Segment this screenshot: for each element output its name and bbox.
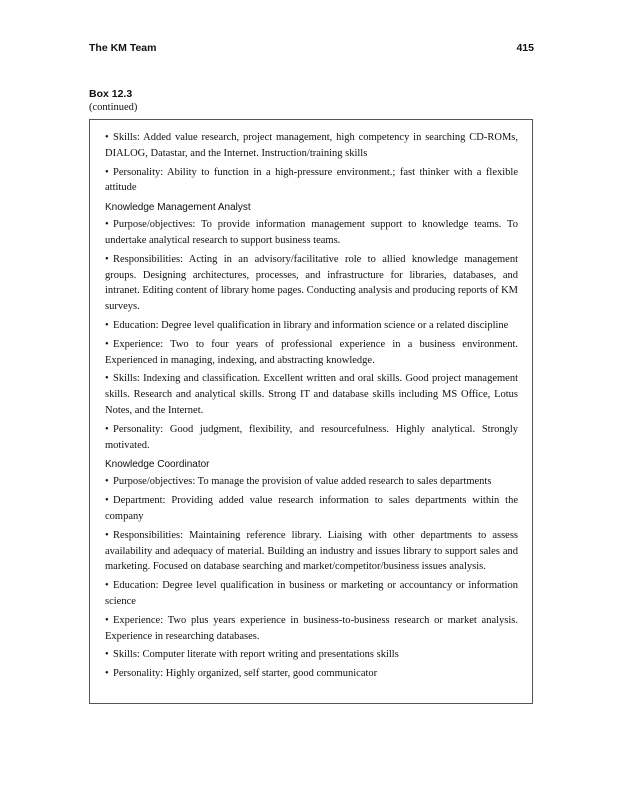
list-item: • Experience: Two plus years experience in business-to-business research or market analysis. Experience in researching databases.	[105, 614, 518, 642]
list-item: • Purpose/objectives: To provide information management support to knowledge teams. To undertake analytical research to support business teams.	[105, 219, 518, 246]
bullet: •	[105, 166, 109, 178]
list-item: • Personality: Highly organized, self starter, good communicator	[105, 666, 518, 682]
section-heading-km-analyst: Knowledge Management Analyst	[105, 202, 251, 214]
bullet: •	[105, 219, 109, 231]
list-item: • Department: Providing added value research information to sales departments within the company	[105, 495, 518, 522]
list-item: • Purpose/objectives: To manage the provision of value added research to sales departments	[105, 474, 518, 490]
list-item: • Experience: Two to four years of professional experience in a business environment. Experienced in managing, indexing, and abstracting knowledge.	[105, 338, 518, 366]
list-item: • Personality: Ability to function in a high-pressure environment.; fast thinker with a flexible attitude	[105, 166, 518, 194]
box-continued: (continued)	[89, 102, 138, 113]
bullet: •	[105, 529, 109, 541]
bullet: •	[105, 495, 109, 507]
box-frame	[89, 119, 533, 704]
list-item: • Skills: Computer literate with report writing and presentations skills	[105, 647, 518, 663]
box-label: Box 12.3	[89, 88, 133, 100]
bullet: •	[105, 338, 109, 350]
list-item: • Responsibilities: Maintaining reference library. Liaising with other departments to assess availability and adequacy of material. Building an industry and issues library to support sales and marketing. Focused on database searching and market/competitor/business issues analysis.	[105, 529, 518, 573]
bullet: •	[105, 649, 109, 661]
list-item: • Skills: Indexing and classification. Excellent written and oral skills. Good project management skills. Research and analytical skills. Strong IT and database skills including MS Office, Lotus Notes, and the Internet.	[105, 373, 518, 416]
bullet: •	[105, 614, 109, 626]
list-item: • Skills: Added value research, project management, high competency in searching CD-ROMs, DIALOG, Datastar, and the Internet. Instruction/training skills	[105, 132, 518, 159]
section-heading-knowledge-coordinator: Knowledge Coordinator	[105, 459, 210, 471]
list-item: • Education: Degree level qualification in business or marketing or accountancy or information science	[105, 580, 518, 607]
bullet: •	[105, 319, 109, 331]
bullet: •	[105, 253, 109, 265]
list-item: • Education: Degree level qualification in library and information science or a related discipline	[105, 318, 518, 334]
list-item: • Personality: Good judgment, flexibility, and resourcefulness. Highly analytical. Strongly motivated.	[105, 423, 518, 451]
page-number: 415	[516, 42, 534, 54]
running-header	[89, 42, 534, 54]
bullet: •	[105, 476, 109, 488]
list-item: • Responsibilities: Acting in an advisory/facilitative role to allied knowledge management groups. Designing architectures, processes, and infrastructure for libraries, databases, and intranet. Editing content of library home pages. Conducting analysis and producing reports of KM surveys.	[105, 253, 518, 313]
bullet: •	[105, 423, 109, 435]
bullet: •	[105, 580, 109, 592]
bullet: •	[105, 668, 109, 680]
bullet: •	[105, 132, 109, 143]
bullet: •	[105, 373, 109, 385]
running-title: The KM Team	[89, 42, 157, 54]
